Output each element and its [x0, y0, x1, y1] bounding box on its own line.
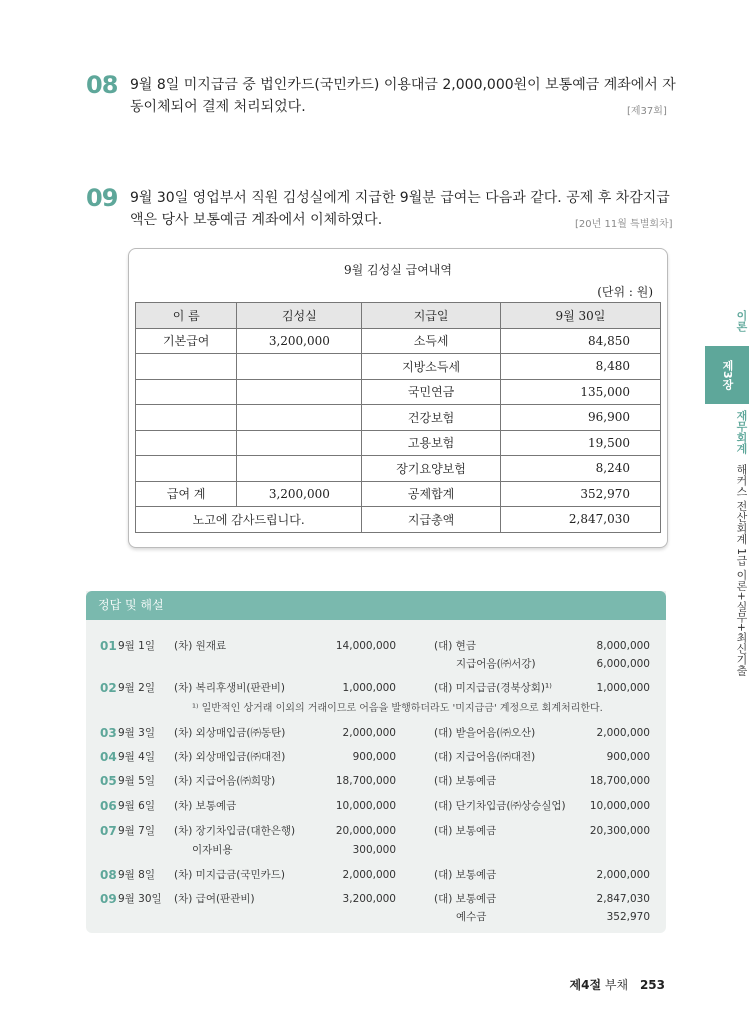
side-tab-section: 재무회계	[735, 410, 748, 454]
question-line: 9월 8일 미지급금 중 법인카드(국민카드) 이용대금 2,000,000원이 보통예금 계좌에서 자	[130, 77, 676, 93]
table-cell: 8,480	[500, 354, 660, 380]
question-line: 9월 30일 영업부서 직원 김성실에게 지급한 9월분 급여는 다음과 같다. 공제 후 차감지급	[130, 190, 670, 206]
entry-credit: (대) 미지급금(경북상회)¹⁾	[434, 682, 552, 694]
entry-date: 9월 6일	[118, 800, 155, 812]
table-cell: 2,847,030	[500, 507, 660, 533]
entry-credit-amount: 1,000,000	[596, 682, 650, 694]
entry-debit-amount: 2,000,000	[342, 869, 396, 881]
entry-credit: 지급어음(㈜서강)	[456, 658, 536, 670]
question-line: 동이체되어 결제 처리되었다.	[130, 99, 306, 115]
answer-entry-09-cont	[86, 909, 666, 925]
answer-entry-02	[86, 680, 666, 696]
entry-number: 05	[100, 774, 117, 788]
entry-credit-amount: 8,000,000	[596, 640, 650, 652]
answer-entry-01	[86, 638, 666, 654]
table-cell: 135,000	[500, 379, 660, 405]
entry-debit-amount: 2,000,000	[342, 727, 396, 739]
table-cell: 19,500	[500, 430, 660, 456]
question-number: 09	[86, 184, 118, 212]
table-cell	[136, 379, 237, 405]
entry-credit-amount: 2,847,030	[596, 893, 650, 905]
question-source: [제37회]	[627, 106, 667, 117]
entry-credit-amount: 10,000,000	[589, 800, 650, 812]
table-row	[136, 354, 661, 380]
entry-debit: (차) 복리후생비(판관비)	[174, 682, 286, 694]
entry-debit-amount: 10,000,000	[335, 800, 396, 812]
entry-debit-amount: 900,000	[352, 751, 396, 763]
table-row	[136, 507, 661, 533]
table-cell: 국민연금	[362, 379, 501, 405]
table-cell	[136, 354, 237, 380]
table-cell: 노고에 감사드립니다.	[136, 507, 362, 533]
table-cell: 지급총액	[362, 507, 501, 533]
entry-date: 9월 4일	[118, 751, 155, 763]
side-tab-chapter[interactable]: 제3장	[705, 346, 749, 404]
entry-number: 06	[100, 799, 117, 813]
entry-credit: (대) 보통예금	[434, 869, 497, 881]
entry-date: 9월 8일	[118, 869, 155, 881]
table-header-row	[136, 303, 661, 329]
question-source: [20년 11월 특별회차]	[575, 219, 673, 230]
entry-date: 9월 2일	[118, 682, 155, 694]
table-cell: 고용보험	[362, 430, 501, 456]
table-cell	[136, 430, 237, 456]
entry-date: 9월 1일	[118, 640, 155, 652]
question-number: 08	[86, 71, 118, 99]
entry-debit: (차) 보통예금	[174, 800, 237, 812]
answer-entry-07-cont	[86, 842, 666, 858]
answer-entry-04	[86, 749, 666, 765]
table-cell: 건강보험	[362, 405, 501, 431]
table-cell: 3,200,000	[237, 481, 362, 507]
entry-number: 01	[100, 639, 117, 653]
table-cell	[237, 354, 362, 380]
header-cell: 김성실	[237, 303, 362, 329]
answer-entry-07	[86, 823, 666, 839]
entry-number: 02	[100, 681, 117, 695]
answer-entry-03	[86, 725, 666, 741]
table-cell	[136, 456, 237, 482]
header-cell: 9월 30일	[500, 303, 660, 329]
entry-number: 07	[100, 824, 117, 838]
entry-date: 9월 3일	[118, 727, 155, 739]
table-row	[136, 481, 661, 507]
entry-debit-amount: 14,000,000	[335, 640, 396, 652]
entry-credit-amount: 20,300,000	[589, 825, 650, 837]
entry-credit: (대) 단기차입금(㈜상승실업)	[434, 800, 566, 812]
answer-entry-08	[86, 867, 666, 883]
table-cell: 지방소득세	[362, 354, 501, 380]
side-tab-theory[interactable]: 이론	[735, 310, 748, 332]
payslip-table	[135, 302, 661, 533]
table-row	[136, 430, 661, 456]
entry-credit: (대) 지급어음(㈜대전)	[434, 751, 536, 763]
entry-number: 08	[100, 868, 117, 882]
entry-credit-amount: 18,700,000	[589, 775, 650, 787]
payslip-unit: (단위 : 원)	[597, 285, 653, 299]
entry-credit-amount: 2,000,000	[596, 727, 650, 739]
table-cell	[237, 379, 362, 405]
header-cell: 이 름	[136, 303, 237, 329]
answers-panel	[86, 591, 666, 933]
entry-credit: (대) 받을어음(㈜오산)	[434, 727, 536, 739]
entry-debit: (차) 원재료	[174, 640, 227, 652]
side-index-tab	[705, 302, 749, 702]
entry-debit-amount: 300,000	[352, 844, 396, 856]
table-cell: 3,200,000	[237, 328, 362, 354]
entry-credit-amount: 900,000	[606, 751, 650, 763]
footnote: ¹⁾ 일반적인 상거래 이외의 거래이므로 어음을 발행하더라도 '미지급금' 계정으로 회계처리한다.	[192, 703, 603, 714]
entry-date: 9월 7일	[118, 825, 155, 837]
entry-credit-amount: 352,970	[606, 911, 650, 923]
entry-debit: (차) 외상매입금(㈜동탄)	[174, 727, 286, 739]
entry-debit: (차) 미지급금(국민카드)	[174, 869, 286, 881]
table-cell: 352,970	[500, 481, 660, 507]
entry-credit: (대) 보통예금	[434, 775, 497, 787]
table-row	[136, 456, 661, 482]
question-line: 액은 당사 보통예금 계좌에서 이체하였다.	[130, 212, 383, 228]
entry-number: 04	[100, 750, 117, 764]
payslip-title: 9월 김성실 급여내역	[343, 263, 452, 277]
entry-debit: (차) 지급어음(㈜희망)	[174, 775, 276, 787]
payslip-box	[128, 248, 668, 548]
answer-entry-01-cont	[86, 656, 666, 672]
table-cell: 공제합계	[362, 481, 501, 507]
table-cell: 장기요양보험	[362, 456, 501, 482]
entry-credit: (대) 현금	[434, 640, 476, 652]
answer-entry-05	[86, 773, 666, 789]
table-row	[136, 405, 661, 431]
table-cell: 96,900	[500, 405, 660, 431]
answer-entry-06	[86, 798, 666, 814]
side-tab-book-title: 해커스 전산회계 1급 이론+실무+최신기출	[735, 464, 748, 676]
entry-credit: (대) 보통예금	[434, 893, 497, 905]
entry-debit-amount: 3,200,000	[342, 893, 396, 905]
entry-number: 03	[100, 726, 117, 740]
entry-credit: (대) 보통예금	[434, 825, 497, 837]
entry-date: 9월 30일	[118, 893, 162, 905]
entry-debit: 이자비용	[192, 844, 233, 856]
page-number: 253	[639, 978, 665, 992]
table-cell: 급여 계	[136, 481, 237, 507]
table-row	[136, 379, 661, 405]
entry-debit-amount: 18,700,000	[335, 775, 396, 787]
table-cell	[136, 405, 237, 431]
entry-debit: (차) 장기차입금(대한은행)	[174, 825, 296, 837]
table-cell	[237, 430, 362, 456]
footer-section: 제4절	[569, 978, 602, 992]
entry-credit-amount: 2,000,000	[596, 869, 650, 881]
answers-title: 정답 및 해설	[86, 591, 666, 620]
entry-debit-amount: 20,000,000	[335, 825, 396, 837]
table-cell: 8,240	[500, 456, 660, 482]
table-cell: 84,850	[500, 328, 660, 354]
footer-title: 부채	[604, 978, 629, 992]
entry-credit-amount: 6,000,000	[596, 658, 650, 670]
table-cell	[237, 456, 362, 482]
header-cell: 지급일	[362, 303, 501, 329]
table-row	[136, 328, 661, 354]
entry-date: 9월 5일	[118, 775, 155, 787]
entry-debit: (차) 외상매입금(㈜대전)	[174, 751, 286, 763]
entry-debit-amount: 1,000,000	[342, 682, 396, 694]
entry-debit: (차) 급여(판관비)	[174, 893, 255, 905]
table-cell	[237, 405, 362, 431]
page-footer	[570, 976, 665, 993]
entry-number: 09	[100, 892, 117, 906]
table-cell: 소득세	[362, 328, 501, 354]
answer-entry-09	[86, 891, 666, 907]
table-cell: 기본급여	[136, 328, 237, 354]
entry-credit: 예수금	[456, 911, 487, 923]
